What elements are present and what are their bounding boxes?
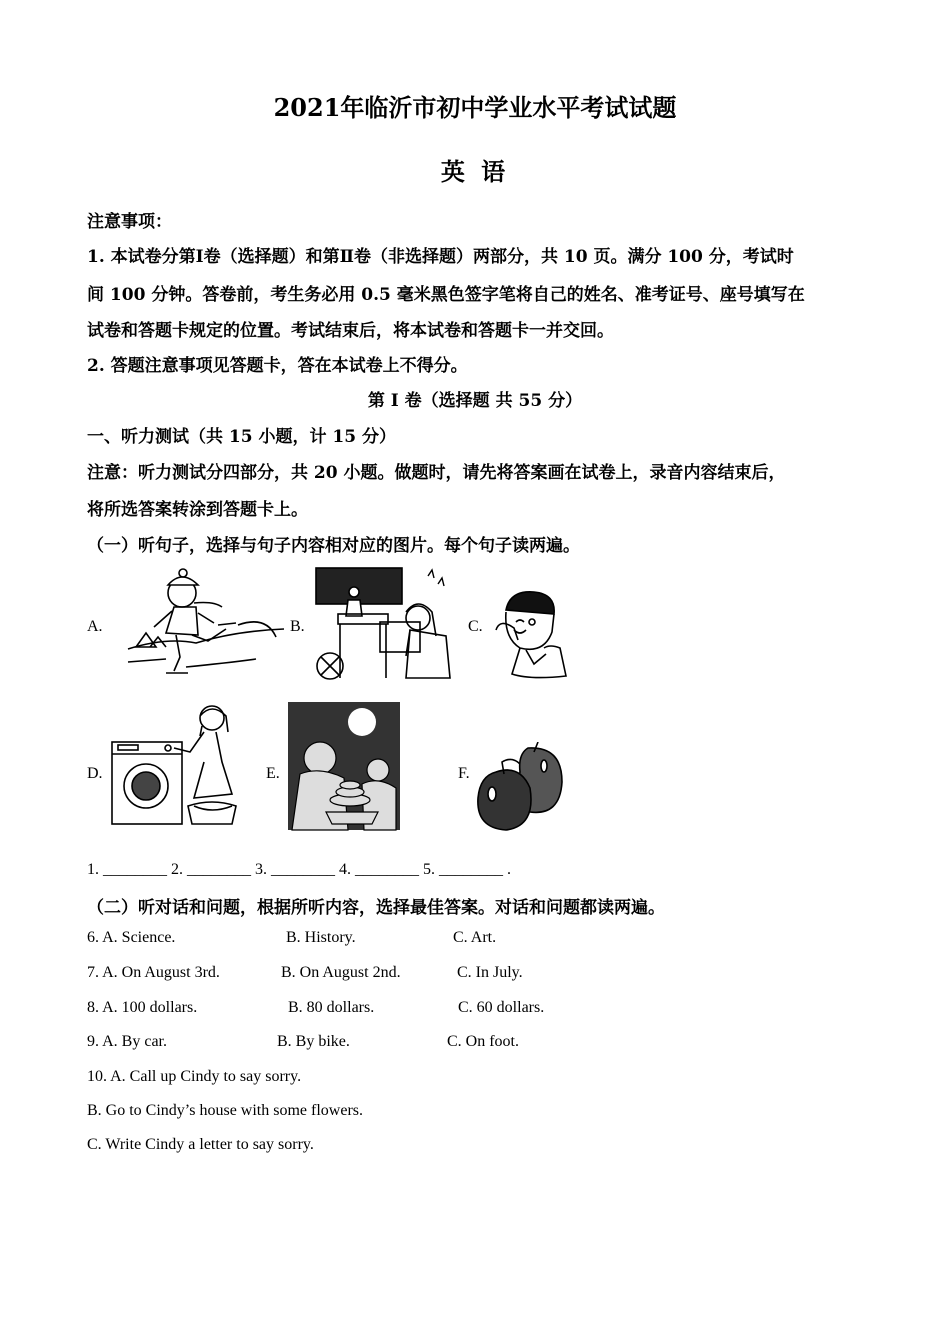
listening-note-line1: 注意：听力测试分四部分，共 20 小题。做题时，请先将答案画在试卷上，录音内容结束后， [87, 463, 786, 483]
picture-label-c: C. [468, 618, 483, 635]
picture-label-a: A. [87, 618, 103, 635]
question-8-option-a: 8. A. 100 dollars. [87, 999, 198, 1016]
question-9-option-a: 9. A. By car. [87, 1033, 167, 1050]
picture-label-b: B. [290, 618, 305, 635]
notice-item2: 2. 答题注意事项见答题卡，答在本试卷上不得分。 [87, 356, 468, 376]
section-heading: 一、听力测试（共 15 小题，计 15 分） [87, 427, 396, 447]
question-6-option-a: 6. A. Science. [87, 929, 176, 946]
question-8-option-c: C. 60 dollars. [458, 999, 545, 1016]
question-8-option-b: B. 80 dollars. [288, 999, 375, 1016]
answer-blanks: 1. ________ 2. ________ 3. ________ 4. ________ 5. ________ . [87, 861, 511, 878]
question-10-option-a: 10. A. Call up Cindy to say sorry. [87, 1068, 302, 1085]
question-9-option-b: B. By bike. [277, 1033, 350, 1050]
moon-icon [348, 708, 376, 736]
washing-machine-picture [108, 702, 246, 830]
question-9-option-c: C. On foot. [447, 1033, 519, 1050]
question-10-option-c: C. Write Cindy a letter to say sorry. [87, 1136, 314, 1153]
apples-picture [472, 742, 566, 834]
listening-note-line2: 将所选答案转涂到答题卡上。 [87, 500, 308, 520]
sub1-heading: （一）听句子，选择与句子内容相对应的图片。每个句子读两遍。 [87, 536, 580, 556]
question-6-option-b: B. History. [286, 929, 356, 946]
page-title: 2021年临沂市初中学业水平考试试题 [273, 93, 677, 122]
classroom-picture [310, 566, 458, 680]
notice-heading: 注意事项： [87, 212, 172, 232]
question-7-option-c: C. In July. [457, 964, 523, 981]
sub2-heading: （二）听对话和问题，根据所听内容，选择最佳答案。对话和问题都读两遍。 [87, 898, 665, 918]
moon-festival-picture [286, 700, 402, 832]
notice-item1-line3: 试卷和答题卡规定的位置。考试结束后，将本试卷和答题卡一并交回。 [87, 321, 614, 341]
picture-label-d: D. [87, 765, 103, 782]
boy-yawning-picture [490, 588, 570, 684]
question-10-option-b: B. Go to Cindy’s house with some flowers. [87, 1102, 363, 1119]
question-6-option-c: C. Art. [453, 929, 497, 946]
picture-label-e: E. [266, 765, 280, 782]
skating-picture [126, 567, 286, 679]
part1-heading: 第 I 卷（选择题 共 55 分） [367, 391, 583, 411]
notice-item1-line1: 1. 本试卷分第Ⅰ卷（选择题）和第Ⅱ卷（非选择题）两部分，共 10 页。满分 100 分，考试时 [87, 247, 794, 267]
subject-title: 英 语 [440, 157, 510, 186]
picture-label-f: F. [458, 765, 470, 782]
question-7-option-a: 7. A. On August 3rd. [87, 964, 220, 981]
notice-item1-line2: 间 100 分钟。答卷前，考生务必用 0.5 毫米黑色签字笔将自己的姓名、准考证号、座号填写在 [87, 285, 805, 305]
question-7-option-b: B. On August 2nd. [281, 964, 401, 981]
